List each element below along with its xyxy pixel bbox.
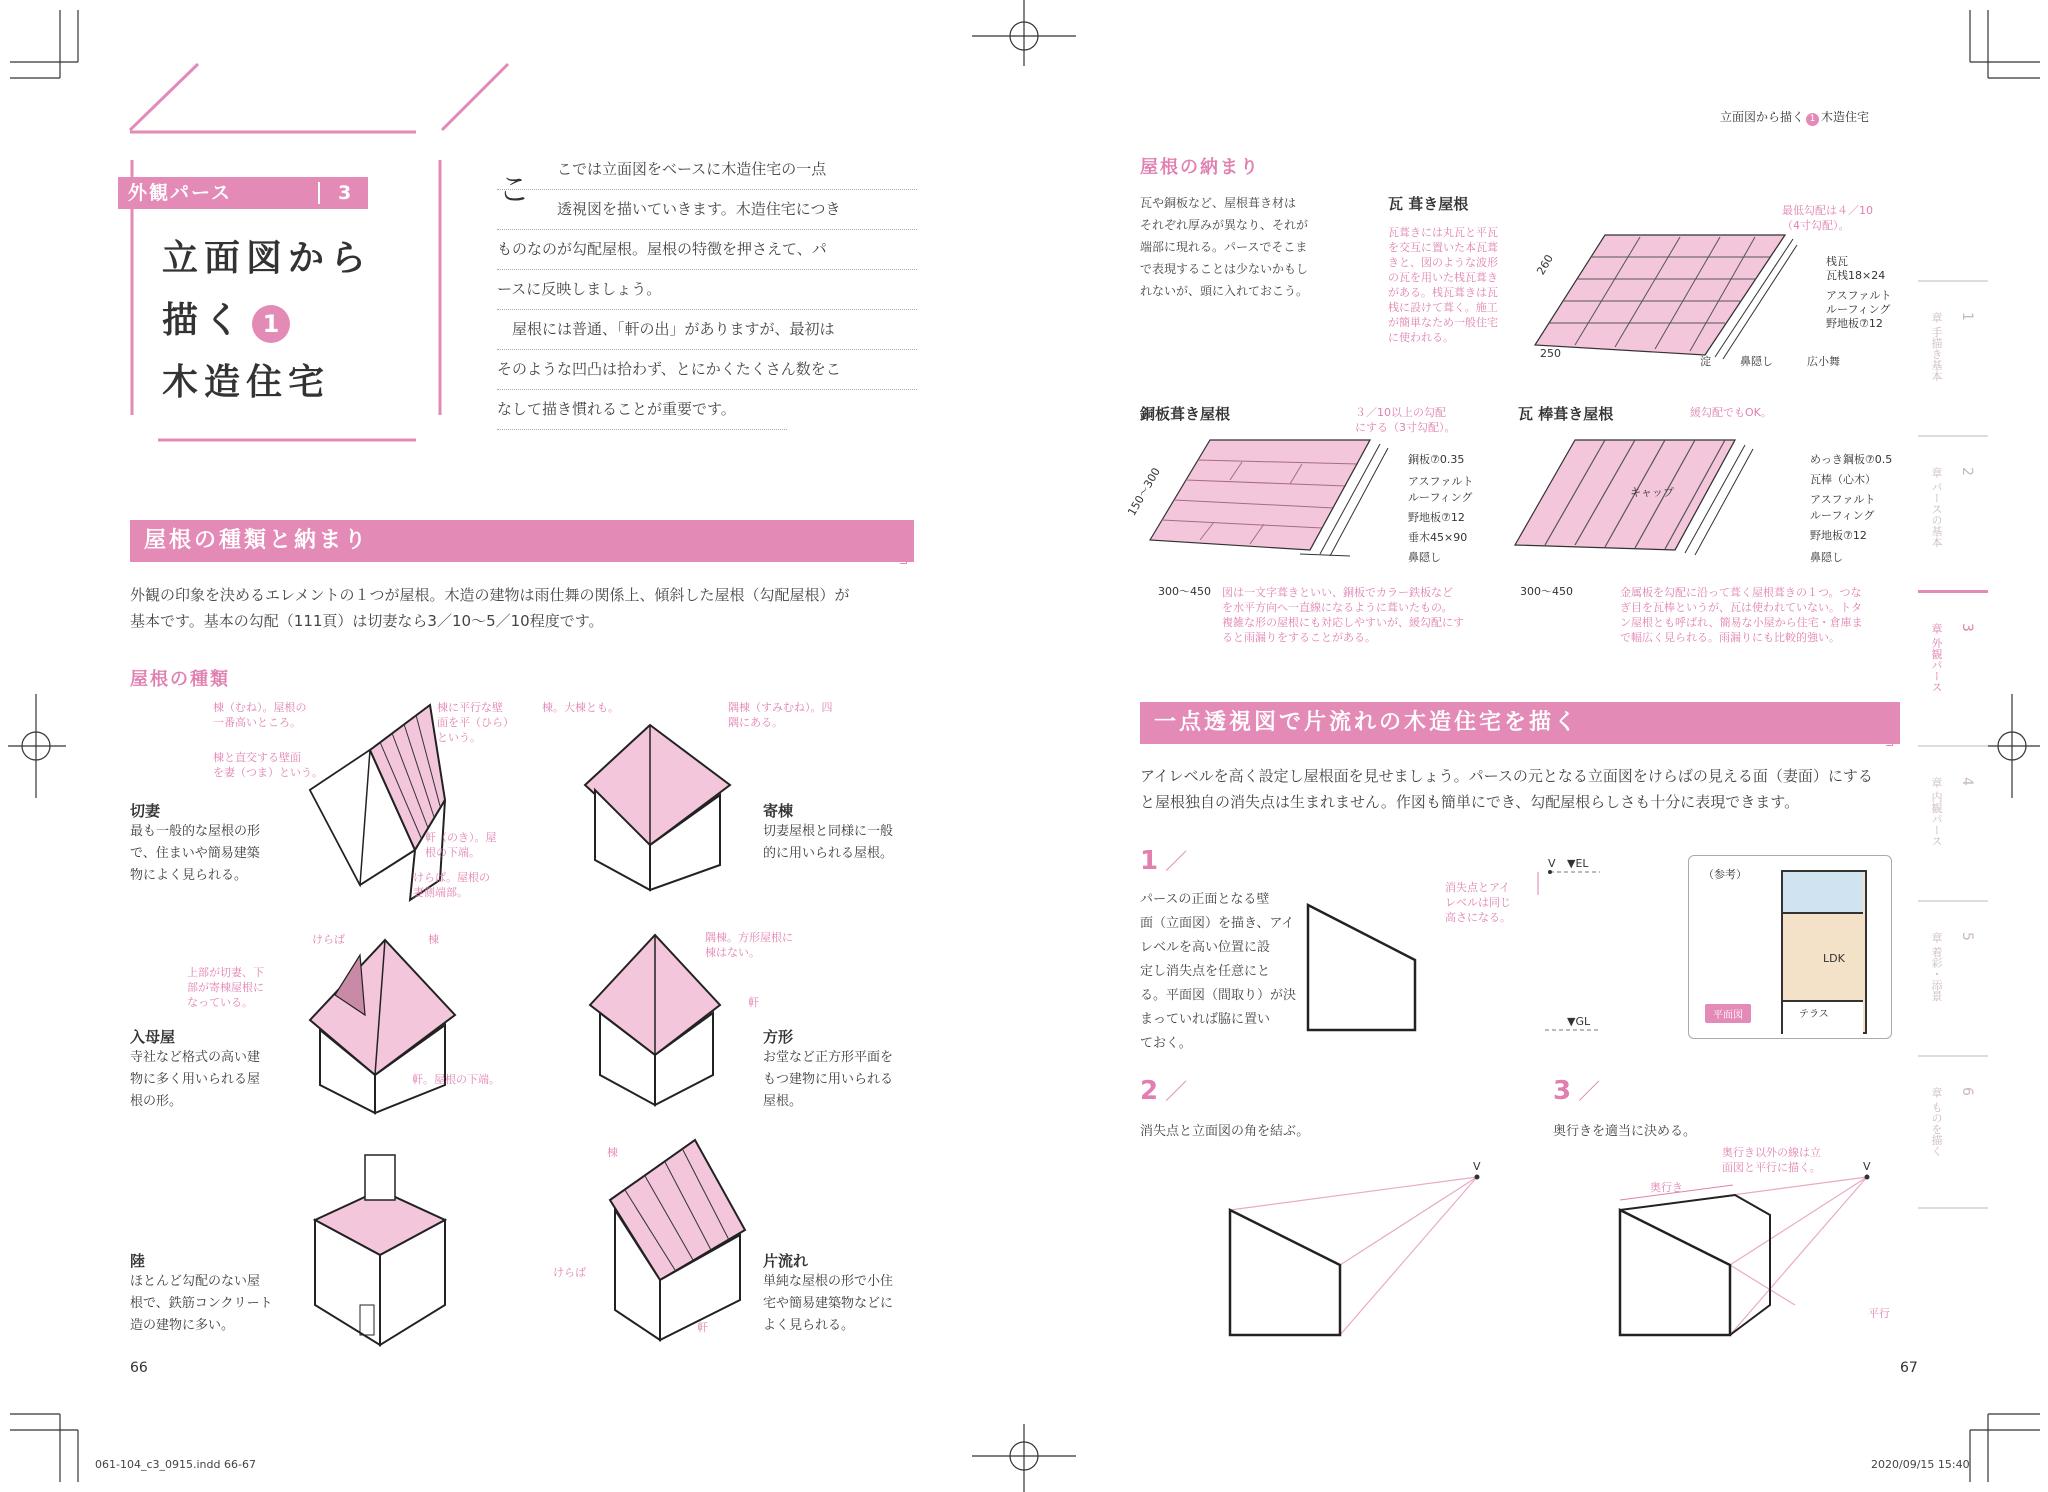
title-circle-number: 1 [252, 305, 290, 343]
roof-detail-heading: 屋根の納まり [1140, 157, 1260, 178]
intro-line: ものなのが勾配屋根。屋根の特徴を押さえて、パ [497, 230, 917, 270]
irimoya-drawing [305, 935, 465, 1115]
chapter-badge: 外観パース 3 [118, 177, 368, 209]
side-tab-6[interactable]: 6 章 ものを描く [1918, 1055, 1988, 1209]
intro-line: 屋根には普通、「軒の出」がありますが、最初は [497, 310, 917, 350]
bou-desc: 金属板を勾配に沿って葺く屋根葺きの１つ。つな ぎ目を瓦棒というが、瓦は使われていない。トタ ン屋根とも呼ばれ、簡易な小屋から住宅・倉庫ま で幅広く見られる。雨漏りにも比較的強い。 [1620, 586, 1863, 644]
annot-kata-keraba: けらば [553, 1266, 586, 1279]
section-bar-edge [1886, 702, 1893, 746]
roof-type-yosemune: 寄棟 切妻屋根と同様に一般 的に用いられる屋根。 [763, 802, 894, 861]
douban-dim-300-450: 300～450 [1158, 585, 1211, 598]
roof-detail-intro: 瓦や銅板など、屋根葺き材は それぞれ厚みが異なり、それが 端部に現れる。パースでそこま で表現することは少ないかもし れないが、頭に入れておこう。 [1140, 196, 1309, 298]
step-1-number: 1 ／ [1140, 846, 1188, 876]
roof-type-irimoya: 入母屋 寺社など格式の高い建 物に多く用いられる屋 根の形。 [130, 1028, 261, 1109]
annot-iri-ridge: 棟 [428, 933, 439, 946]
intro-line: なして描き慣れることが重要です。 [497, 390, 787, 430]
section-bar-roof-types: 屋根の種類と納まり [130, 520, 914, 562]
annot-hou-sumimune: 隅棟。方形屋根に 棟はない。 [705, 931, 793, 959]
reference-badge: 平面図 [1705, 1004, 1751, 1023]
bou-title: 瓦 棒葺き屋根 [1518, 405, 1614, 423]
running-head: 立面図から描く 1 木造住宅 [1720, 110, 1870, 124]
section-bar-edge [900, 520, 907, 564]
annot-kata-noki: 軒 [697, 1321, 708, 1334]
intro-line: 透視図を描いていきます。木造住宅につき [497, 190, 917, 230]
step-1-el: ▼EL [1567, 857, 1589, 870]
chapter-number: 3 [338, 182, 354, 204]
kawara-dim-260: 260 [1534, 252, 1556, 278]
douban-title: 銅板葺き屋根 [1140, 405, 1231, 423]
annot-yose-sumimune: 隅棟（すみむね）。四 隅にある。 [728, 701, 833, 729]
step-3-v: V [1863, 1160, 1871, 1173]
annot-yose-ridge: 棟。大棟とも。 [542, 701, 619, 714]
side-tab-4[interactable]: 4 章 内観パース [1918, 745, 1988, 897]
plan-ldk-label: LDK [1823, 952, 1845, 965]
step-2-text: 消失点と立面図の角を結ぶ。 [1140, 1124, 1310, 1139]
annot-iri-keraba: けらば [312, 933, 345, 946]
annot-kiri-ridge: 棟（むね）。屋根の 一番高いところ。 [213, 701, 307, 729]
riku-drawing [310, 1145, 460, 1355]
annot-kiri-noki: 軒（のき）。屋 根の下端。 [425, 831, 497, 859]
bou-dim-300-450: 300～450 [1520, 585, 1573, 598]
plan-drawing [1781, 870, 1867, 1034]
kawara-drawing [1535, 225, 1795, 375]
annot-hou-noki: 軒 [748, 996, 759, 1009]
bou-label-cap: キャップ [1630, 486, 1674, 499]
plan-room-top [1783, 872, 1863, 914]
annot-kata-ridge: 棟 [607, 1146, 618, 1159]
intro-line: こでは立面図をベースに木造住宅の一点 [497, 150, 917, 190]
step-2-drawing [1225, 1155, 1525, 1345]
roof-type-hougyou: 方形 お堂など正方形平面を もつ建物に用いられる 屋根。 [763, 1028, 894, 1109]
kawara-label-yodo: 淀 [1700, 355, 1711, 368]
section-body: 外観の印象を決めるエレメントの１つが屋根。木造の建物は雨仕舞の関係上、傾斜した屋根（勾配屋根）が 基本です。基本の勾配（111頁）は切妻なら3／10～5／10程度です。 [130, 586, 850, 630]
annot-iri-desc: 上部が切妻、下 部が寄棟屋根に なっている。 [187, 966, 264, 1009]
page-number-right: 67 [1900, 1360, 1918, 1376]
bou-note: 緩勾配でもOK。 [1690, 406, 1772, 419]
step-3-parallel-note: 奥行き以外の線は立 面図と平行に描く。 [1722, 1146, 1821, 1174]
page-number-left: 66 [130, 1360, 148, 1376]
intro-text [497, 150, 917, 430]
step-1-text: パースの正面となる壁 面（立面図）を描き、アイ レベルを高い位置に設 定し消失点を任意にと る。平面図（間取り）が決 まっていれば脇に置い ておく。 [1140, 892, 1297, 1051]
douban-drawing [1150, 430, 1410, 570]
side-tabs [1918, 280, 1990, 1210]
side-tab-3[interactable]: 3 章 外観パース [1918, 590, 1988, 743]
katanagare-drawing [605, 1140, 755, 1350]
subhead-roof-types: 屋根の種類 [130, 669, 230, 690]
step-1-gl: ▼GL [1567, 1015, 1591, 1028]
step-1-vp-note: 消失点とアイ レベルは同じ 高さになる。 [1445, 881, 1511, 924]
step-2-v: V [1473, 1160, 1481, 1173]
kawara-label-hirokomai: 広小舞 [1807, 355, 1840, 368]
side-tab-1[interactable]: 1 章 手描き基本 [1918, 280, 1988, 432]
running-head-circle: 1 [1806, 113, 1819, 126]
footer-date: 2020/09/15 15:40 [1871, 1458, 1970, 1471]
annot-kiri-keraba: けらば。屋根の 妻側端部。 [413, 871, 490, 899]
bou-drawing [1515, 435, 1775, 575]
step-3-number: 3 ／ [1553, 1076, 1601, 1106]
annot-kiri-tsuma: 棟と直交する壁面 を妻（つま）という。 [213, 751, 323, 779]
kawara-desc: 瓦葺きには丸瓦と平瓦 を交互に置いた本瓦葺 きと、図のような波形 の瓦を用いた桟瓦葺き がある。桟瓦葺きは瓦 桟に設けて葺く。施工 が簡単なため一般住宅 に使われる。 [1388, 226, 1498, 344]
kawara-labels: 桟瓦 瓦桟18×24 アスファルト ルーフィング 野地板⑦12 [1826, 255, 1892, 330]
step-3-text: 奥行きを適当に決める。 [1553, 1124, 1697, 1139]
roof-type-kirizuma: 切妻 最も一般的な屋根の形 で、住まいや簡易建築 物によく見られる。 [130, 802, 261, 883]
roof-type-riku: 陸 ほとんど勾配のない屋 根で、鉄筋コンクリート 造の建物に多い。 [130, 1252, 273, 1333]
annot-kiri-hira: 棟に平行な壁 面を平（ひら） という。 [437, 701, 514, 744]
reference-plan-box [1688, 855, 1892, 1039]
roof-type-katanagare: 片流れ 単純な屋根の形で小住 宅や簡易建築物などに よく見られる。 [763, 1252, 894, 1333]
kawara-note: 最低勾配は４／10 （4寸勾配）。 [1782, 204, 1873, 232]
side-tab-2[interactable]: 2 章 パースの基本 [1918, 435, 1988, 587]
douban-labels: 銅板⑦0.35 アスファルト ルーフィング 野地板⑦12 垂木45×90 鼻隠し [1408, 453, 1474, 564]
douban-desc: 図は一文字葺きといい、銅板でカラー鉄板など を水平方向へ一直線になるように葺いたもの。 複雑な形の屋根にも対応しやすいが、緩勾配にす ると雨漏りをすることがある。 [1222, 586, 1464, 644]
reference-label: （参考） [1703, 868, 1747, 881]
side-tab-5[interactable]: 5 章 着彩・添景 [1918, 900, 1988, 1052]
annot-iri-noki: 軒。屋根の下端。 [412, 1073, 500, 1086]
intro-line: ースに反映しましょう。 [497, 270, 917, 310]
bou-labels: めっき鋼板⑦0.5 瓦棒（心木） アスファルト ルーフィング 野地板⑦12 鼻隠し [1810, 453, 1893, 564]
hougyou-drawing [585, 935, 745, 1115]
badge-divider [318, 182, 320, 204]
douban-dim-150-300: 150～300 [1125, 465, 1163, 518]
perspective-body: アイレベルを高く設定し屋根面を見せましょう。パースの元となる立面図をけらばの見える面（妻面）にする と屋根独自の消失点は生まれません。作図も簡単にでき、勾配屋根らしさも十分に表現できます。 [1140, 767, 1873, 811]
step-1-v: V [1548, 857, 1556, 870]
kawara-title: 瓦 葺き屋根 [1388, 195, 1469, 213]
kawara-dim-250: 250 [1540, 347, 1561, 360]
kawara-label-hanakakushi: 鼻隠し [1740, 355, 1773, 368]
step-3-depth: 奥行き [1650, 1181, 1683, 1194]
plan-terrace-label: テラス [1799, 1009, 1829, 1020]
step-2-number: 2 ／ [1140, 1076, 1188, 1106]
page-title: 立面図から 描く 1 木造住宅 [162, 238, 373, 403]
intro-dropcap: こ [498, 170, 531, 208]
yosemune-drawing [580, 715, 740, 895]
douban-note: ３／10以上の勾配 にする（3寸勾配）。 [1355, 406, 1456, 434]
intro-line: そのような凹凸は拾わず、とにかくたくさん数をこ [497, 350, 917, 390]
footer-file: 061-104_c3_0915.indd 66-67 [95, 1458, 256, 1471]
section-bar-perspective: 一点透視図で片流れの木造住宅を描く [1140, 702, 1900, 744]
step-3-heiko: 平行 [1868, 1307, 1890, 1320]
